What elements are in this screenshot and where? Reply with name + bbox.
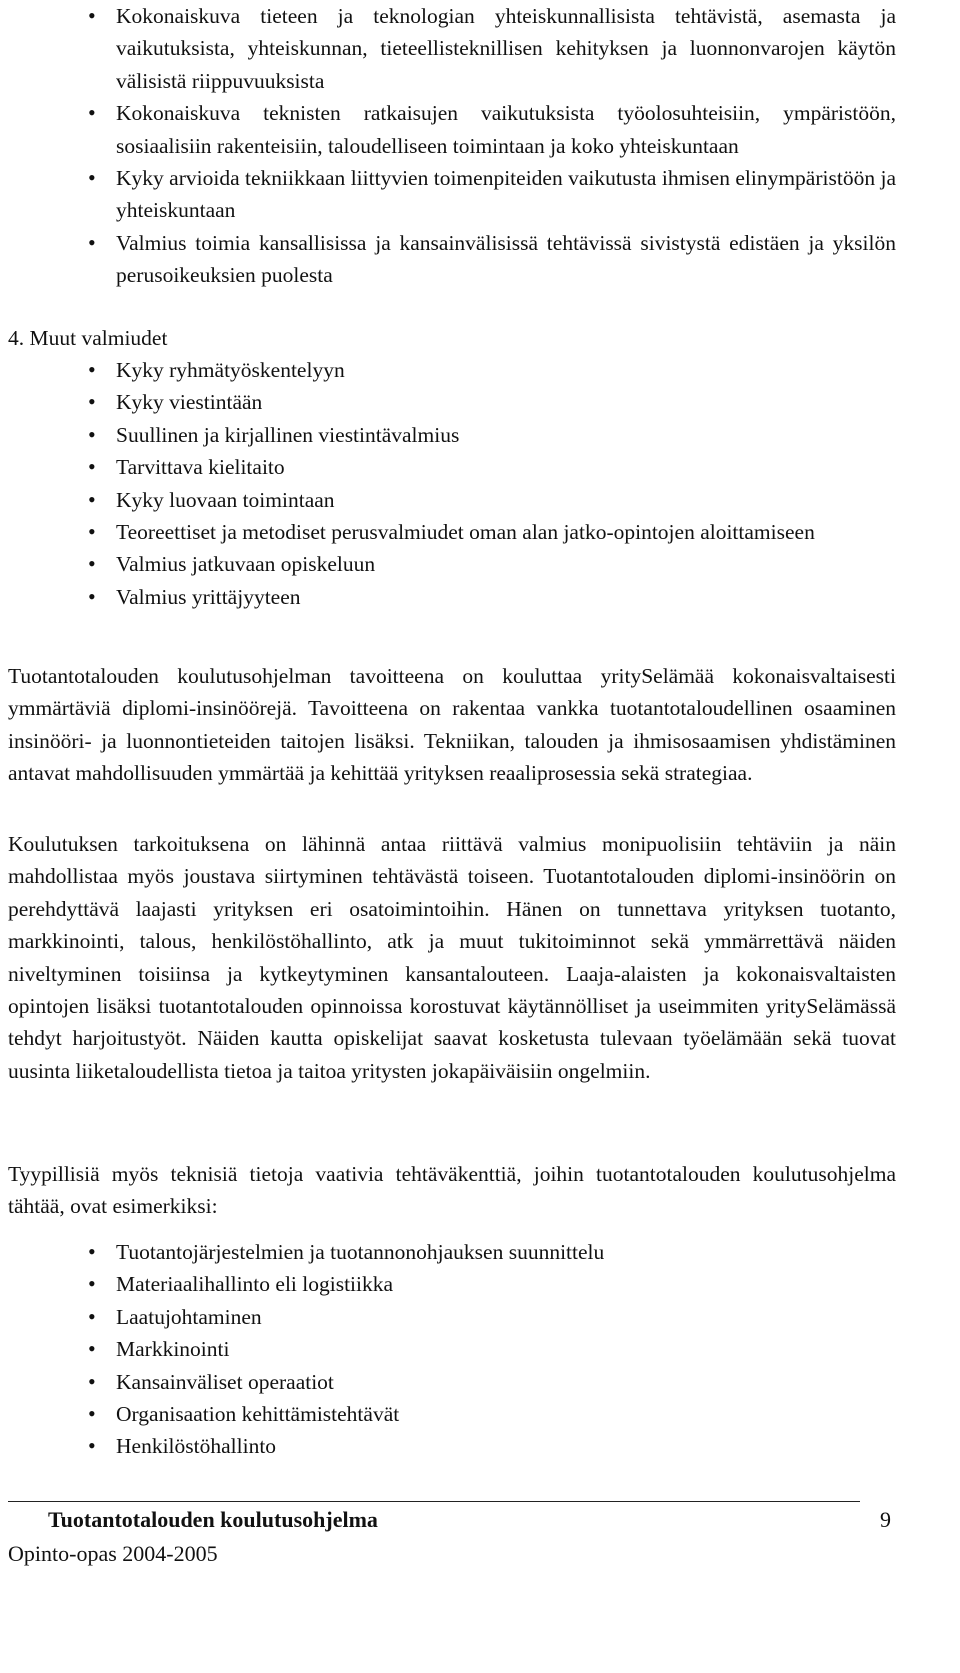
paragraph-task-fields-intro: Tyypillisiä myös teknisiä tietoja vaativia tehtäväkenttiä, joihin tuotantotalouden koulutusohjelma tähtää, ovat esimerkiksi: (8, 1162, 896, 1219)
list-item: • Valmius jatkuvaan opiskeluun (116, 548, 896, 580)
list-item: • Kyky viestintään (116, 386, 896, 418)
bullet-list-other-skills (116, 354, 896, 613)
list-item: • Materiaalihallinto eli logistiikka (116, 1268, 896, 1300)
list-item: • Kyky ryhmätyöskentelyyn (116, 354, 896, 386)
list-item: • Valmius yrittäjyyteen (116, 581, 896, 613)
list-item: • Kokonaiskuva teknisten ratkaisujen vaikutuksista työolosuhteisiin, ympäristöön, sosiaalisiin rakenteisiin, taloudelliseen toimintaan ja koko yhteiskuntaan (116, 97, 896, 162)
list-item: • Organisaation kehittämistehtävät (116, 1398, 896, 1430)
footer-title: Tuotantotalouden koulutusohjelma (48, 1507, 378, 1532)
list-item: • Kyky luovaan toimintaan (116, 484, 896, 516)
list-item: • Valmius toimia kansallisissa ja kansainvälisissä tehtävissä sivistystä edistäen ja yksilön perusoikeuksien puolesta (116, 227, 896, 292)
list-item: • Henkilöstöhallinto (116, 1430, 896, 1462)
list-item: • Markkinointi (116, 1333, 896, 1365)
list-item: • Kyky arvioida tekniikkaan liittyvien toimenpiteiden vaikutusta ihmisen elinympäristöön ja yhteiskuntaan (116, 162, 896, 227)
footer-divider (8, 1501, 860, 1502)
footer-subtitle: Opinto-opas 2004-2005 (8, 1541, 218, 1566)
list-item: • Tarvittava kielitaito (116, 451, 896, 483)
list-item: • Tuotantojärjestelmien ja tuotannonohjauksen suunnittelu (116, 1236, 896, 1268)
bullet-list-task-fields (116, 1236, 896, 1463)
list-item: • Suullinen ja kirjallinen viestintävalmius (116, 419, 896, 451)
list-item: • Laatujohtaminen (116, 1301, 896, 1333)
bullet-list-general-skills (116, 0, 896, 292)
paragraph-program-purpose: Koulutuksen tarkoituksena on lähinnä antaa riittävä valmius monipuolisiin tehtäviin ja näin mahdollistaa myös joustava siirtyminen tehtävästä toiseen. Tuotantotalouden diplomi-insinöörin on perehdyttävä laajasti yrityksen eri osatoimintoihin. Hänen on tunnettava yrityksen tuotanto, markkinointi, talous, henkilöstöhallinto, atk ja muut tukitoiminnot sekä ymmärrettävä näiden niveltyminen toisiinsa ja kytkeytyminen kansantalouteen. Laaja-alaisten ja kokonaisvaltaisten opintojen lisäksi tuotantotalouden opinnoissa korostuvat käytännölliset ja useimmiten yritySelämässä tehdyt harjoitustyöt. Näiden kautta opiskelijat saavat kosketusta tulevaan työelämään sekä tuovat uusinta liiketaloudellista tietoa ja taitoa yritysten jokapäiväisiin ongelmiin. (8, 832, 896, 1083)
list-item: • Teoreettiset ja metodiset perusvalmiudet oman alan jatko-opintojen aloittamiseen (116, 516, 896, 548)
paragraph-program-goal: Tuotantotalouden koulutusohjelman tavoitteena on kouluttaa yritySelämää kokonaisvaltaisesti ymmärtäviä diplomi-insinöörejä. Tavoitteena on rakentaa vankka tuotantotaloudellinen osaaminen insinööri- ja luonnontieteiden taitojen lisäksi. Tekniikan, talouden ja ihmisosaamisen yhdistäminen antavat mahdollisuuden ymmärtää ja kehittää yrityksen reaaliprosessia sekä strategiaa. (8, 664, 896, 786)
list-item: • Kokonaiskuva tieteen ja teknologian yhteiskunnallisista tehtävistä, asemasta ja vaikutuksista, yhteiskunnan, tieteellisteknillisen kehityksen ja luonnonvarojen käytön välisistä riippuvuuksista (116, 0, 896, 97)
section-heading: 4. Muut valmiudet (8, 326, 168, 350)
page-number: 9 (880, 1507, 891, 1532)
list-item: • Kansainväliset operaatiot (116, 1366, 896, 1398)
